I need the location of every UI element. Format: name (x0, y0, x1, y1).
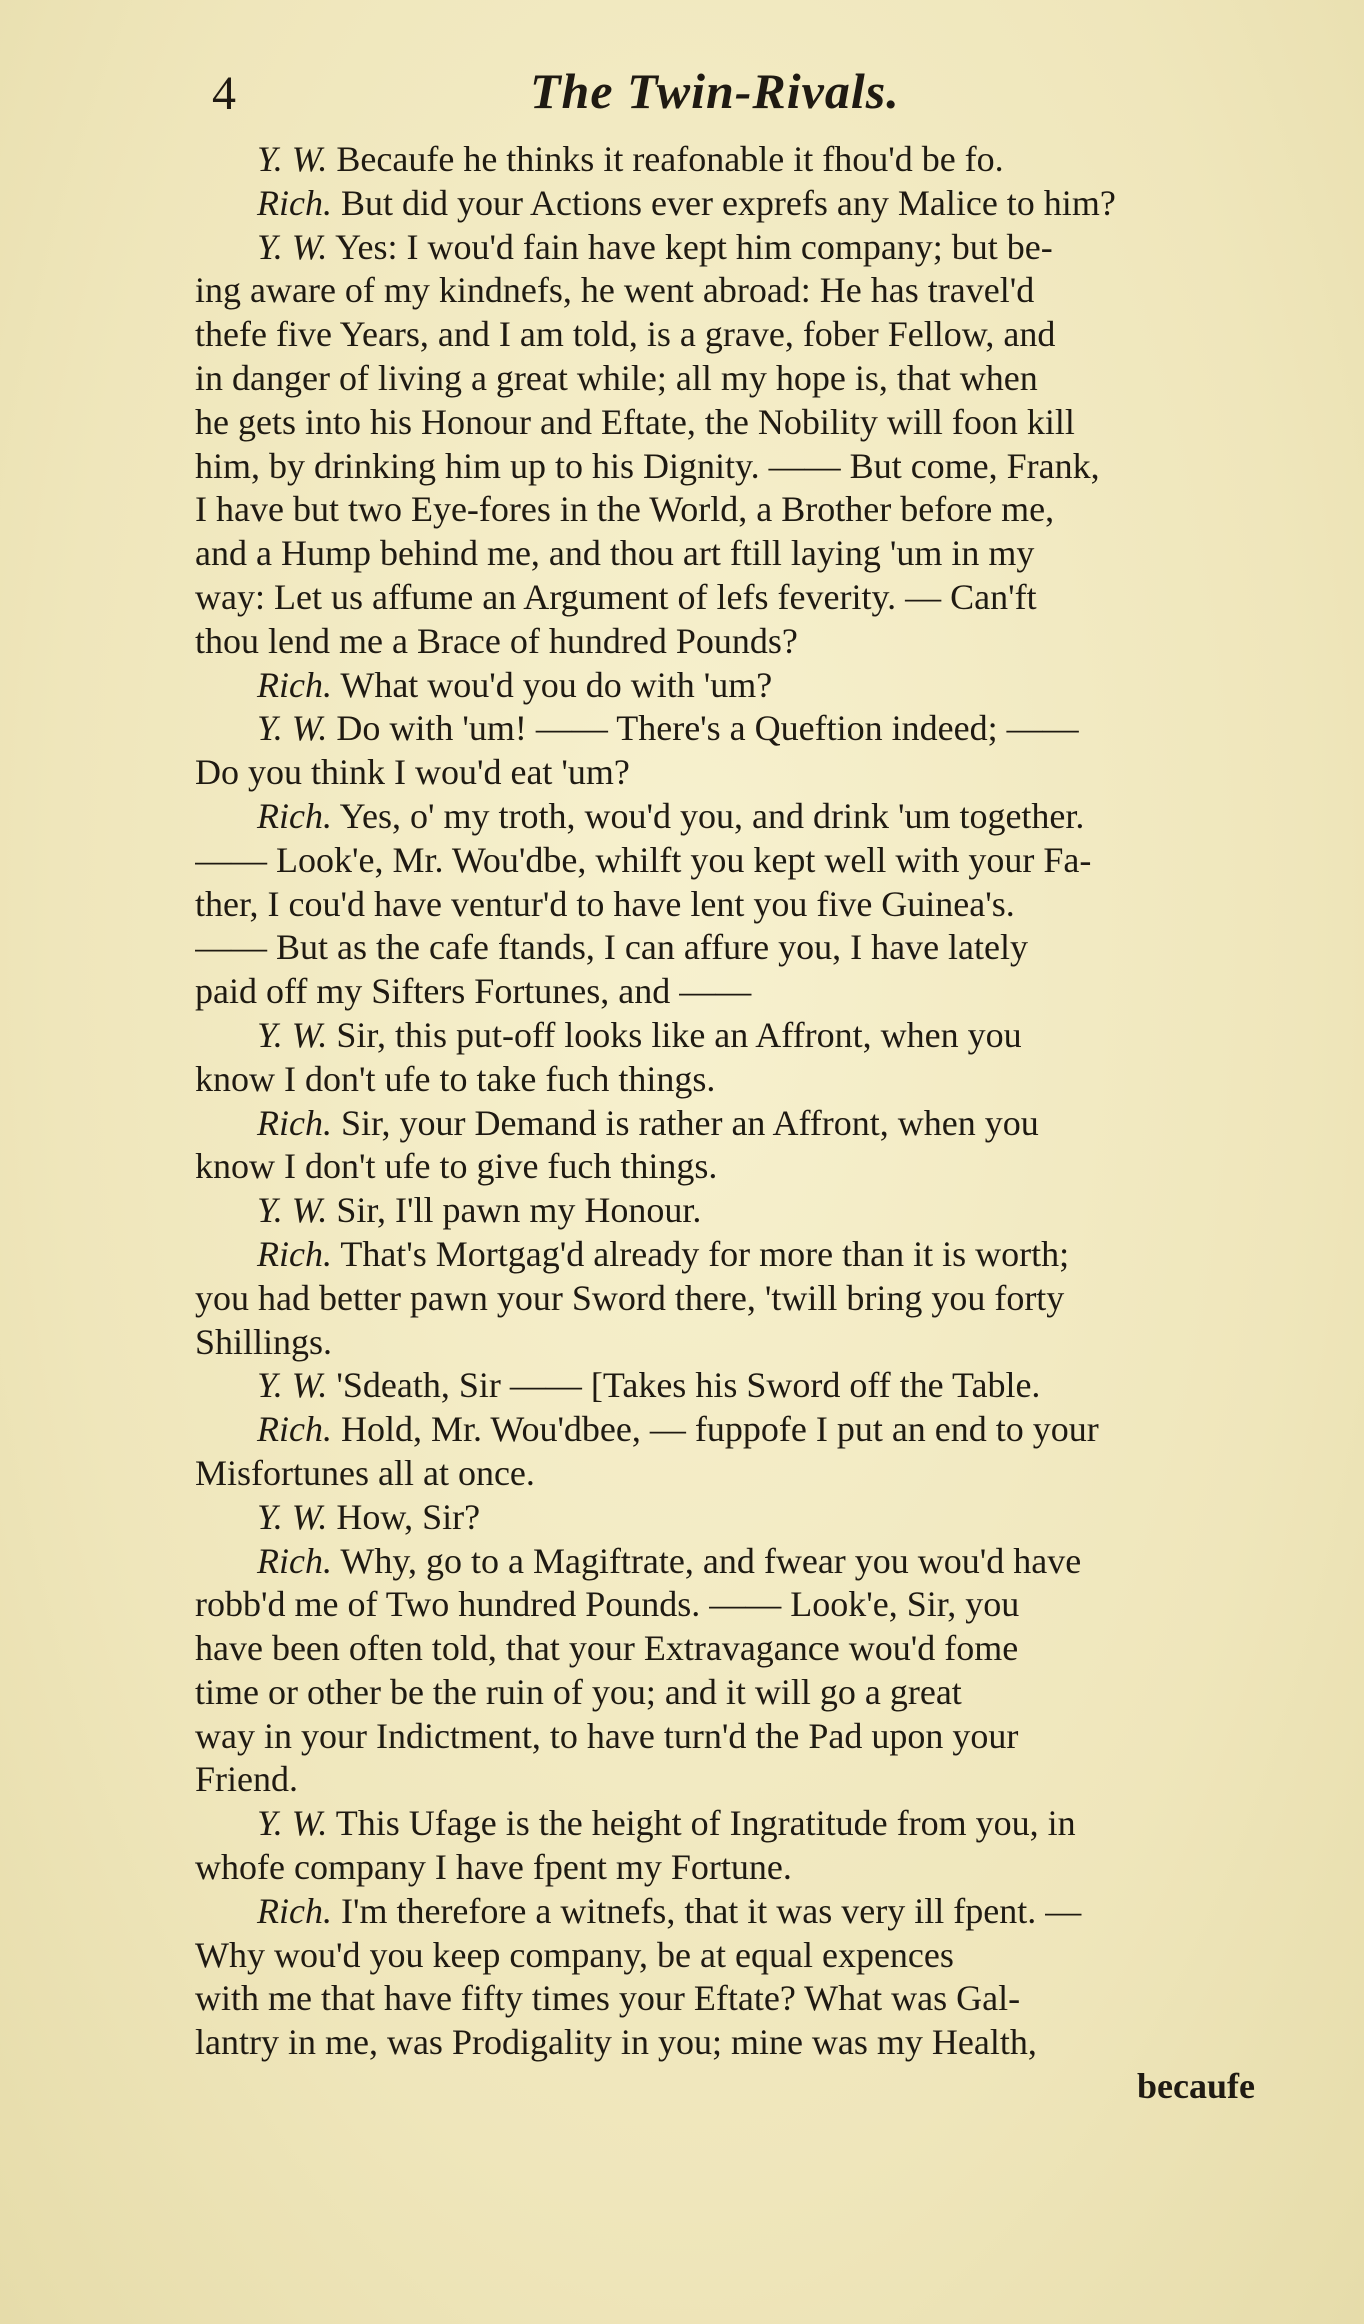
speaker-label: Y. W. (257, 708, 328, 749)
line-text: But did your Actions ever exprefs any Malice to him? (331, 182, 1116, 223)
text-line (195, 1671, 1275, 1715)
text-line (195, 488, 1275, 532)
text-line (195, 2021, 1275, 2065)
line-text: Do with 'um! —— There's a Queftion indeed; —— (327, 708, 1079, 749)
text-line (195, 839, 1275, 883)
speaker-label: Y. W. (257, 1190, 328, 1231)
text-line (195, 1715, 1275, 1759)
line-text: you had better pawn your Sword there, 'twill bring you forty (195, 1277, 1065, 1318)
page-header (200, 63, 1300, 136)
line-text: time or other be the ruin of you; and it will go a great (195, 1671, 962, 1712)
text-line (195, 620, 1275, 664)
line-text: —— Look'e, Mr. Wou'dbe, whilft you kept well with your Fa- (195, 839, 1092, 880)
text-line (195, 751, 1275, 795)
line-text: Why, go to a Magiftrate, and fwear you wou'd have (331, 1540, 1082, 1581)
line-text: with me that have fifty times your Eftate? What was Gal- (195, 1978, 1021, 2019)
text-line (195, 1583, 1275, 1627)
line-text: What wou'd you do with 'um? (331, 664, 773, 705)
speaker-label: Y. W. (257, 1496, 328, 1537)
running-title: The Twin-Rivals. (530, 63, 900, 119)
line-text: way in your Indictment, to have turn'd the Pad upon your (195, 1715, 1019, 1756)
text-line (195, 795, 1275, 839)
text-line (195, 1408, 1275, 1452)
text-line (195, 1058, 1275, 1102)
speaker-label: Rich. (257, 1233, 332, 1274)
speaker-label: Rich. (257, 1102, 332, 1143)
line-text: thou lend me a Brace of hundred Pounds? (195, 620, 798, 661)
text-line (195, 883, 1275, 927)
speaker-label: Rich. (257, 1540, 332, 1581)
text-line (195, 1189, 1275, 1233)
line-text: Sir, your Demand is rather an Affront, when you (331, 1102, 1039, 1143)
line-text: I have but two Eye-fores in the World, a Brother before me, (195, 489, 1055, 530)
line-text: in danger of living a great while; all my hope is, that when (195, 357, 1038, 398)
text-line (195, 1758, 1275, 1802)
text-line (195, 576, 1275, 620)
line-text: lantry in me, was Prodigality in you; mine was my Health, (195, 2022, 1037, 2063)
text-line (195, 1846, 1275, 1890)
speaker-label: Rich. (257, 1890, 332, 1931)
text-line (195, 138, 1275, 182)
text-line (195, 269, 1275, 313)
line-text: Friend. (195, 1759, 298, 1800)
speaker-label: Rich. (257, 664, 332, 705)
line-text: ing aware of my kindnefs, he went abroad: He has travel'd (195, 270, 1035, 311)
text-line (195, 1014, 1275, 1058)
text-line (195, 1277, 1275, 1321)
text-line (195, 1145, 1275, 1189)
line-text: Do you think I wou'd eat 'um? (195, 752, 630, 793)
text-line (195, 313, 1275, 357)
text-line (195, 1627, 1275, 1671)
line-text: Shillings. (195, 1321, 333, 1362)
line-text: robb'd me of Two hundred Pounds. —— Look'e, Sir, you (195, 1584, 1020, 1625)
page-number: 4 (212, 67, 236, 120)
line-text: Misfortunes all at once. (195, 1452, 535, 1493)
text-line (195, 1802, 1275, 1846)
line-text: Becaufe he thinks it reafonable it fhou'd be fo. (327, 139, 1004, 179)
text-line (195, 1321, 1275, 1365)
catchword-line (195, 2065, 1275, 2109)
text-line (195, 1890, 1275, 1934)
text-line (195, 926, 1275, 970)
speaker-label: Rich. (257, 182, 332, 223)
line-text: ther, I cou'd have ventur'd to have lent you five Guinea's. (195, 883, 1015, 924)
line-text: Sir, I'll pawn my Honour. (327, 1190, 702, 1231)
line-text: know I don't ufe to give fuch things. (195, 1146, 718, 1187)
text-line (195, 182, 1275, 226)
text-line (195, 664, 1275, 708)
line-text: Why wou'd you keep company, be at equal expences (195, 1934, 954, 1975)
line-text: him, by drinking him up to his Dignity. —— But come, Frank, (195, 445, 1100, 486)
line-text: Hold, Mr. Wou'dbee, — fuppofe I put an end to your (331, 1409, 1099, 1450)
text-line (195, 1452, 1275, 1496)
line-text: This Ufage is the height of Ingratitude from you, in (327, 1803, 1076, 1844)
text-line (195, 445, 1275, 489)
speaker-label: Rich. (257, 1409, 332, 1450)
line-text: way: Let us affume an Argument of lefs feverity. — Can'ft (195, 576, 1037, 617)
line-text: —— But as the cafe ftands, I can affure you, I have lately (195, 927, 1029, 968)
text-line (195, 1540, 1275, 1584)
line-text: How, Sir? (327, 1496, 481, 1537)
text-line (195, 1102, 1275, 1146)
line-text: Yes, o' my troth, wou'd you, and drink 'um together. (331, 795, 1085, 836)
line-text: know I don't ufe to take fuch things. (195, 1058, 716, 1099)
text-line (195, 226, 1275, 270)
speaker-label: Y. W. (257, 139, 328, 179)
line-text: he gets into his Honour and Eftate, the Nobility will foon kill (195, 401, 1075, 442)
text-line (195, 1496, 1275, 1540)
speaker-label: Y. W. (257, 226, 328, 267)
line-text: Yes: I wou'd fain have kept him company; but be- (327, 226, 1053, 267)
speaker-label: Y. W. (257, 1803, 328, 1844)
text-line (195, 401, 1275, 445)
speaker-label: Y. W. (257, 1014, 328, 1055)
catchword: becaufe (1137, 2066, 1255, 2107)
line-text: thefe five Years, and I am told, is a grave, fober Fellow, and (195, 314, 1056, 355)
text-line (195, 707, 1275, 751)
dialogue-text (195, 138, 1275, 2109)
text-line (195, 1977, 1275, 2021)
speaker-label: Rich. (257, 795, 332, 836)
line-text: Sir, this put-off looks like an Affront, when you (327, 1014, 1022, 1055)
text-line (195, 532, 1275, 576)
line-text: have been often told, that your Extravagance wou'd fome (195, 1628, 1019, 1669)
text-line (195, 1364, 1275, 1408)
line-text: and a Hump behind me, and thou art ftill laying 'um in my (195, 533, 1035, 574)
text-line (195, 970, 1275, 1014)
line-text: I'm therefore a witnefs, that it was very ill fpent. — (331, 1890, 1082, 1931)
line-text: whofe company I have fpent my Fortune. (195, 1847, 792, 1888)
speaker-label: Y. W. (257, 1365, 328, 1406)
line-text: That's Mortgag'd already for more than it is worth; (331, 1233, 1070, 1274)
line-text: paid off my Sifters Fortunes, and —— (195, 971, 752, 1012)
text-line (195, 1233, 1275, 1277)
text-line (195, 357, 1275, 401)
line-text: 'Sdeath, Sir —— [Takes his Sword off the Table. (327, 1365, 1041, 1406)
text-line (195, 1934, 1275, 1978)
